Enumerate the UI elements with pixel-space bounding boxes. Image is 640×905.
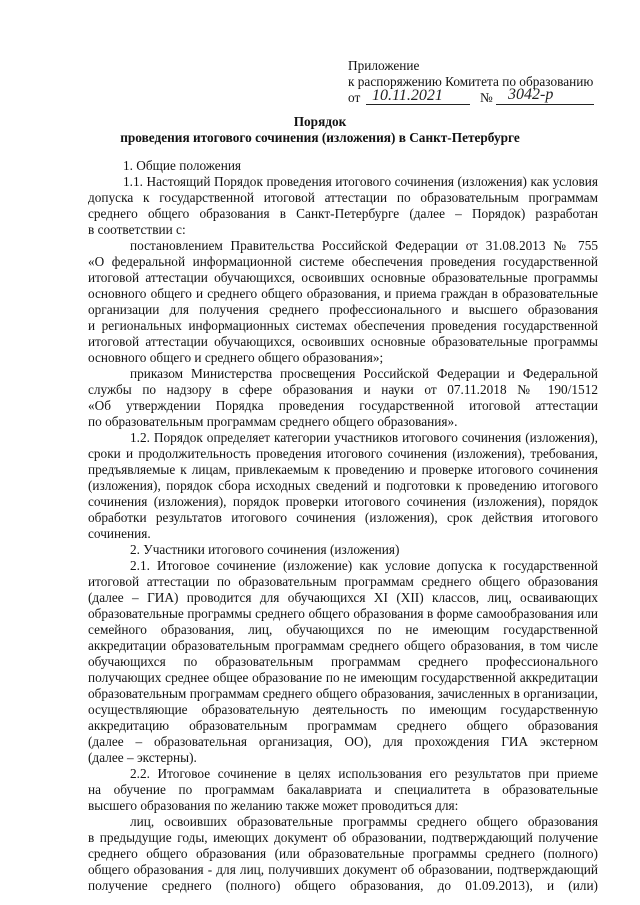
body-line: осуществляющие образовательную деятельность по имеющим государственную	[88, 702, 598, 717]
body-line: основного общего и среднего общего образования, и приема граждан в образовательные	[88, 286, 598, 301]
body-line: допуска к государственной итоговой аттестации по образовательным программам	[88, 190, 598, 205]
body-line: среднего общего образования (или образовательные программы среднего (полного)	[88, 846, 598, 861]
appendix-label: Приложение	[348, 58, 420, 73]
body-line: 1. Общие положения	[123, 158, 242, 173]
body-line: приказом Министерства просвещения Российской Федерации и Федеральной	[130, 366, 598, 381]
body-line: 2. Участники итогового сочинения (изложения)	[130, 542, 400, 557]
body-line: постановлением Правительства Российской Федерации от 31.08.2013 № 755	[130, 238, 598, 253]
appendix-decree-line: к распоряжению Комитета по образованию	[348, 74, 594, 89]
document-subtitle: проведения итогового сочинения (изложения) в Санкт-Петербурге	[120, 130, 520, 145]
body-line: (изложения), порядок сбора исходных сведений и подготовки к проведению итогового	[88, 478, 598, 493]
body-line: среднего общего образования в Санкт-Петербурге (далее – Порядок) разработан	[88, 206, 598, 221]
body-line: получающих среднее общее образование по не имеющим государственной аккредитации	[88, 670, 598, 685]
body-line: обучающихся по образовательным программам среднего профессионального	[88, 654, 598, 669]
body-line: и региональных информационных системах обеспечения проведения государственной	[88, 318, 598, 333]
body-line: семейного образования, лиц, обучающихся по не имеющим государственной	[88, 622, 598, 637]
body-line: 2.1. Итоговое сочинение (изложение) как условие допуска к государственной	[130, 558, 598, 573]
svg-text:10.11.2021: 10.11.2021	[372, 87, 443, 104]
appendix-from-label: от	[348, 90, 361, 105]
body-line: итоговой аттестации обучающихся, освоивших основные образовательные программы	[88, 270, 598, 285]
body-line: сочинения.	[88, 526, 151, 541]
body-line: организации для получения среднего профессионального и высшего образования	[88, 302, 598, 317]
body-line: сочинения (изложения), порядок проверки итогового сочинения (изложения), порядок	[88, 494, 598, 509]
body-line: аккредитации образовательным программам среднего общего образования, в том числе	[88, 638, 598, 653]
body-line: «О федеральной информационной системе обеспечения проведения государственной	[88, 254, 598, 269]
document-title: Порядок	[293, 114, 347, 129]
body-line: образовательным программам среднего общего образования, зачисленных в организации,	[88, 686, 598, 701]
body-line: образовательные программы среднего общего образования в форме самообразования или	[88, 606, 598, 621]
body-line: 2.2. Итоговое сочинение в целях использования его результатов при приеме	[130, 766, 598, 781]
handwritten-number	[500, 82, 592, 106]
body-line: на обучение по программам бакалавриата и специалитета в образовательные	[88, 782, 598, 797]
body-line: в предыдущие годы, имеющих документ об образовании, подтверждающий получение	[88, 830, 598, 845]
body-line: службы по надзору в сфере образования и науки от 07.11.2018 № 190/1512	[88, 382, 598, 397]
body-line: по образовательным программам среднего общего образования».	[88, 414, 458, 429]
appendix-number-label: №	[480, 90, 493, 105]
body-line: обработки результатов итогового сочинения (изложения), срок действия итогового	[88, 510, 598, 525]
body-line: сроки и продолжительность проведения итогового сочинения (изложения), требования,	[88, 446, 598, 461]
body-line: итоговой аттестации обучающихся, освоивших основные образовательные программы	[88, 334, 598, 349]
body-line: итоговой аттестации по образовательным программам среднего общего образования	[88, 574, 598, 589]
body-line: предъявляемые к лицам, привлекаемым к проведению и проверке итогового сочинения	[88, 462, 598, 477]
body-line: общего образования - для лиц, получивших документ об образовании, подтверждающий	[88, 862, 598, 877]
svg-text:3042-р: 3042-р	[508, 86, 554, 103]
body-line: 1.2. Порядок определяет категории участников итогового сочинения (изложения),	[130, 430, 598, 445]
handwritten-date	[368, 84, 468, 106]
body-line: (далее – образовательная организация, ОО), для прохождения ГИА экстерном	[88, 734, 598, 749]
body-line: (далее – экстерны).	[88, 750, 197, 765]
body-line: получение среднего (полного) общего образования, до 01.09.2013), и (или)	[88, 878, 598, 893]
body-line: «Об утверждении Порядка проведения государственной итоговой аттестации	[88, 398, 598, 413]
body-line: основного общего и среднего общего образования»;	[88, 350, 384, 365]
body-line: лиц, освоивших образовательные программы среднего общего образования	[130, 814, 598, 829]
body-line: 1.1. Настоящий Порядок проведения итогового сочинения (изложения) как условия	[123, 174, 598, 189]
body-line: высшего образования по желанию также может проводиться для:	[88, 798, 459, 813]
body-line: аккредитацию образовательным программам среднего общего образования	[88, 718, 598, 733]
body-line: в соответствии с:	[88, 222, 186, 237]
body-line: (далее – ГИА) проводится для обучающихся XI (XII) классов, лиц, осваивающих	[88, 590, 598, 605]
